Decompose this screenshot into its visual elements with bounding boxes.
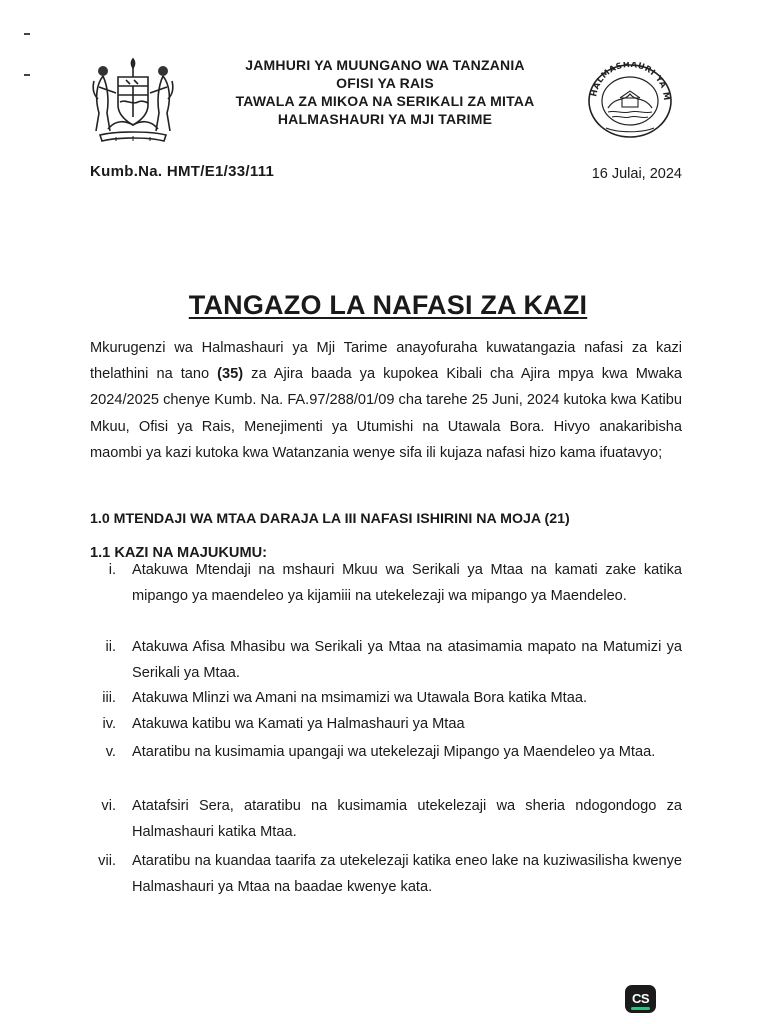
letter-date: 16 Julai, 2024 — [591, 166, 682, 182]
list-item-text: Atakuwa Mtendaji na mshauri Mkuu wa Serikali ya Mtaa na kamati zake katika mipango ya maendeleo ya kijamiii na utekelezaji wa mipango ya Maendeleo. — [132, 562, 682, 605]
halmashauri-seal-icon — [586, 62, 674, 140]
list-item-number: vi. — [101, 798, 116, 814]
list-item-number: ii. — [105, 639, 116, 655]
camscanner-badge-icon — [625, 985, 656, 1013]
badge-label: CS — [631, 991, 650, 1006]
badge-stripe — [631, 1007, 650, 1010]
list-item-text: Ataratibu na kusimamia upangaji wa utekelezaji Mipango ya Maendeleo ya Mtaa. — [132, 744, 656, 760]
tanzania-coat-of-arms-icon — [86, 55, 180, 145]
list-item-text: Atakuwa Mlinzi wa Amani na msimamizi wa Utawala Bora katika Mtaa. — [132, 690, 587, 706]
intro-count-bold: (35) — [217, 366, 244, 383]
scan-speck — [24, 33, 30, 35]
intro-text-part2: za Ajira baada ya kupokea Kibali cha Ajira mpya kwa Mwaka 2024/2025 chenye Kumb. Na. FA.97/288/01/09 cha tarehe 25 Juni, 2024 kutoka kwa Katibu Mkuu, Ofisi ya Rais, Menejimenti ya Utumishi na Utawala Bora. Hivyo anakaribisha maombi ya kazi kutoka kwa Watanzania wenye sifa ili kujaza nafasi hizo kama ifuatavyo; — [90, 366, 682, 461]
list-item-text: Atatafsiri Sera, ataratibu na kusimamia utekelezaji wa sheria ndogondogo za Halmashauri katika Mtaa. — [132, 798, 682, 841]
subsection-heading: 1.1 KAZI NA MAJUKUMU: — [90, 545, 268, 561]
letterhead-line-regional-admin: TAWALA ZA MIKOA NA SERIKALI ZA MITAA — [235, 93, 535, 109]
scan-speck — [24, 74, 30, 76]
list-item-text: Atakuwa katibu wa Kamati ya Halmashauri ya Mtaa — [132, 716, 465, 732]
seal-text: HALMASHAURI YA M — [588, 62, 673, 102]
letterhead-line-council: HALMASHAURI YA MJI TARIME — [277, 111, 493, 127]
intro-paragraph — [90, 335, 682, 466]
letterhead — [190, 56, 580, 128]
list-item-text: Ataratibu na kuandaa taarifa za utekelezaji katika eneo lake na kuziwasilisha kwenye Halmashauri ya Mtaa na baadae kwenye kata. — [132, 853, 682, 896]
list-item-text: Atakuwa Afisa Mhasibu wa Serikali ya Mtaa na atasimamia mapato na Matumizi ya Serikali ya Mtaa. — [132, 639, 682, 682]
list-item-number: iv. — [102, 716, 116, 732]
reference-number: Kumb.Na. HMT/E1/33/111 — [90, 163, 275, 180]
page-title: TANGAZO LA NAFASI ZA KAZI — [188, 290, 588, 320]
letterhead-line-office: OFISI YA RAIS — [336, 75, 434, 91]
intro-text-part1: Mkurugenzi wa Halmashauri ya Mji Tarime anayofuraha kuwatangazia nafasi za kazi thelathini na tano — [90, 340, 682, 383]
list-item-number: vii. — [98, 853, 116, 869]
letterhead-line-republic: JAMHURI YA MUUNGANO WA TANZANIA — [245, 57, 525, 73]
list-item-number: v. — [105, 744, 116, 760]
list-item-number: iii. — [102, 690, 116, 706]
section-heading: 1.0 MTENDAJI WA MTAA DARAJA LA III NAFASI ISHIRINI NA MOJA (21) — [90, 511, 570, 527]
list-item-number: i. — [108, 562, 116, 578]
